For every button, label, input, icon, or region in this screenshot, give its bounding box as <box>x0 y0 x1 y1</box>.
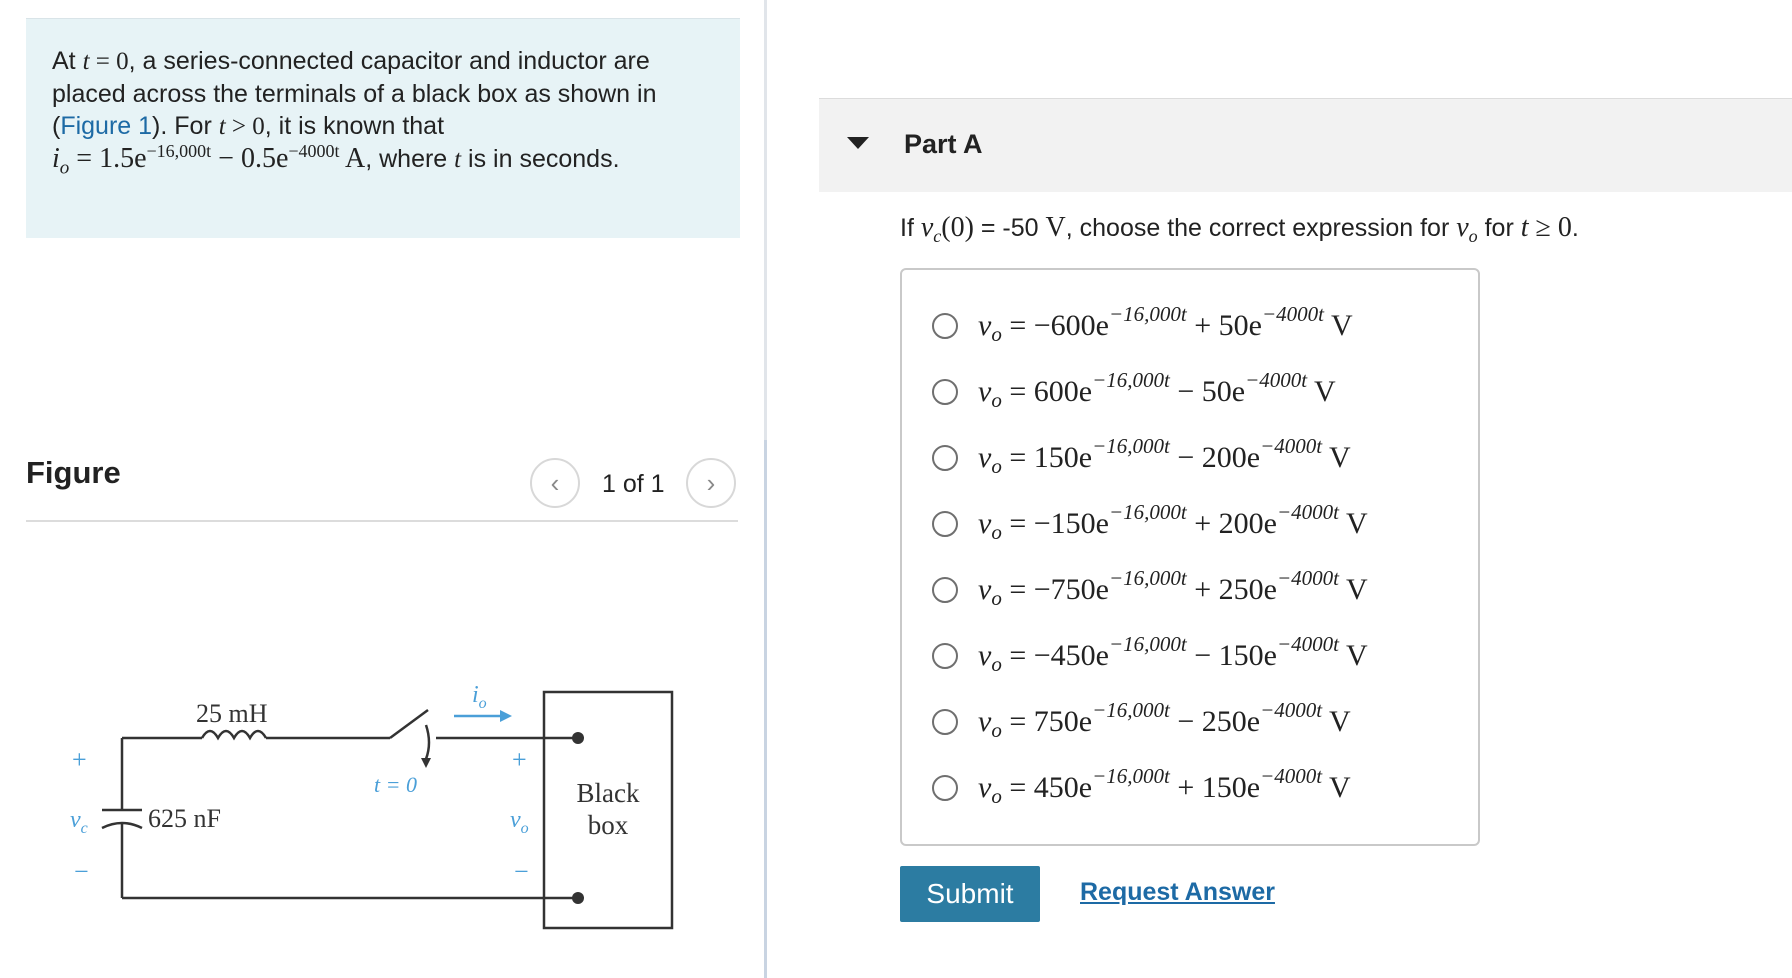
chevron-left-icon: ‹ <box>550 467 560 498</box>
radio-button[interactable] <box>932 313 958 339</box>
radio-button[interactable] <box>932 577 958 603</box>
problem-text: , a series-connected capacitor and inductor are placed across the terminals of a black box as shown in ( <box>52 47 657 140</box>
vo-plus: + <box>512 745 527 774</box>
switch-arrow <box>426 725 429 759</box>
submit-button[interactable]: Submit <box>900 866 1040 922</box>
problem-text: , it is known that <box>264 112 445 140</box>
option-expression: $v_o = 450e^{-16,000t} + 150e^{-4000t}$ V <box>978 764 1351 808</box>
part-title: Part A <box>904 129 983 159</box>
vc-plus: + <box>72 745 87 774</box>
problem-text: ). For <box>152 112 219 140</box>
black-box-label: Black <box>576 778 640 808</box>
figure-counter: 1 of 1 <box>602 470 665 498</box>
io-expression: $i_o = 1.5e^{-16,000t} - 0.5e^{-4000t}$ A <box>52 141 366 179</box>
option-expression: $v_o = -450e^{-16,000t} - 150e^{-4000t}$ V <box>978 632 1368 676</box>
radio-button[interactable] <box>932 445 958 471</box>
vc-label: $v_c$ <box>70 807 88 837</box>
problem-text: , where <box>365 145 455 173</box>
pane-divider[interactable] <box>764 0 767 978</box>
chevron-right-icon: › <box>706 467 716 498</box>
option-expression: $v_o = 150e^{-16,000t} - 200e^{-4000t}$ V <box>978 434 1351 478</box>
inductor-label: 25 mH <box>196 699 268 728</box>
scrollbar-thumb[interactable] <box>764 440 767 978</box>
answer-option[interactable] <box>932 763 1351 813</box>
math-t: t <box>218 113 226 140</box>
next-figure-button[interactable] <box>686 458 736 508</box>
radio-button[interactable] <box>932 709 958 735</box>
switch-arrowhead <box>421 758 431 768</box>
vo-label: $v_o$ <box>510 807 529 837</box>
terminal-dot <box>572 732 584 744</box>
answer-option[interactable] <box>932 433 1351 483</box>
vc-minus: − <box>74 857 89 886</box>
answer-option[interactable] <box>932 367 1336 417</box>
current-label: $i_o$ <box>472 682 487 712</box>
option-expression: $v_o = 600e^{-16,000t} - 50e^{-4000t}$ V <box>978 368 1336 412</box>
inductor-symbol <box>202 731 266 738</box>
black-box-label: box <box>587 810 629 840</box>
caret-down-icon[interactable] <box>847 137 869 149</box>
problem-pane <box>0 0 765 978</box>
answer-option[interactable] <box>932 565 1368 615</box>
problem-statement <box>26 18 740 238</box>
option-expression: $v_o = -600e^{-16,000t} + 50e^{-4000t}$ V <box>978 302 1353 346</box>
option-expression: $v_o = -750e^{-16,000t} + 250e^{-4000t}$ V <box>978 566 1368 610</box>
question-text: If $v_c(0) = -50$ V, choose the correct expression for $v_o$ for t ≥ 0. <box>900 212 1579 246</box>
terminal-dot <box>572 892 584 904</box>
math-gt0: > 0 <box>225 113 265 140</box>
radio-button[interactable] <box>932 511 958 537</box>
answer-option[interactable] <box>932 301 1353 351</box>
switch-label: t = 0 <box>374 772 417 797</box>
math-t: t <box>454 146 462 173</box>
answer-option[interactable] <box>932 631 1368 681</box>
problem-text: is in seconds. <box>461 145 620 173</box>
problem-text: At <box>52 47 83 75</box>
previous-figure-button[interactable] <box>530 458 580 508</box>
part-a-header[interactable] <box>819 98 1792 192</box>
option-expression: $v_o = -150e^{-16,000t} + 200e^{-4000t}$ V <box>978 500 1368 544</box>
option-expression: $v_o = 750e^{-16,000t} - 250e^{-4000t}$ V <box>978 698 1351 742</box>
answer-option[interactable] <box>932 499 1368 549</box>
radio-button[interactable] <box>932 643 958 669</box>
answer-options <box>900 268 1480 846</box>
math-eq0: = 0 <box>89 48 129 75</box>
figure-divider <box>26 520 738 522</box>
radio-button[interactable] <box>932 379 958 405</box>
request-answer-link[interactable]: Request Answer <box>1080 878 1275 906</box>
circuit-diagram <box>60 670 700 940</box>
answer-option[interactable] <box>932 697 1351 747</box>
switch-blade <box>390 710 428 738</box>
radio-button[interactable] <box>932 775 958 801</box>
current-arrowhead <box>500 710 512 722</box>
figure-pagination <box>530 458 738 506</box>
vo-minus: − <box>514 857 529 886</box>
figure-title: Figure <box>26 455 121 490</box>
capacitor-label: 625 nF <box>148 804 221 833</box>
figure-link[interactable]: Figure 1 <box>60 112 153 140</box>
math-t: t <box>82 48 90 75</box>
